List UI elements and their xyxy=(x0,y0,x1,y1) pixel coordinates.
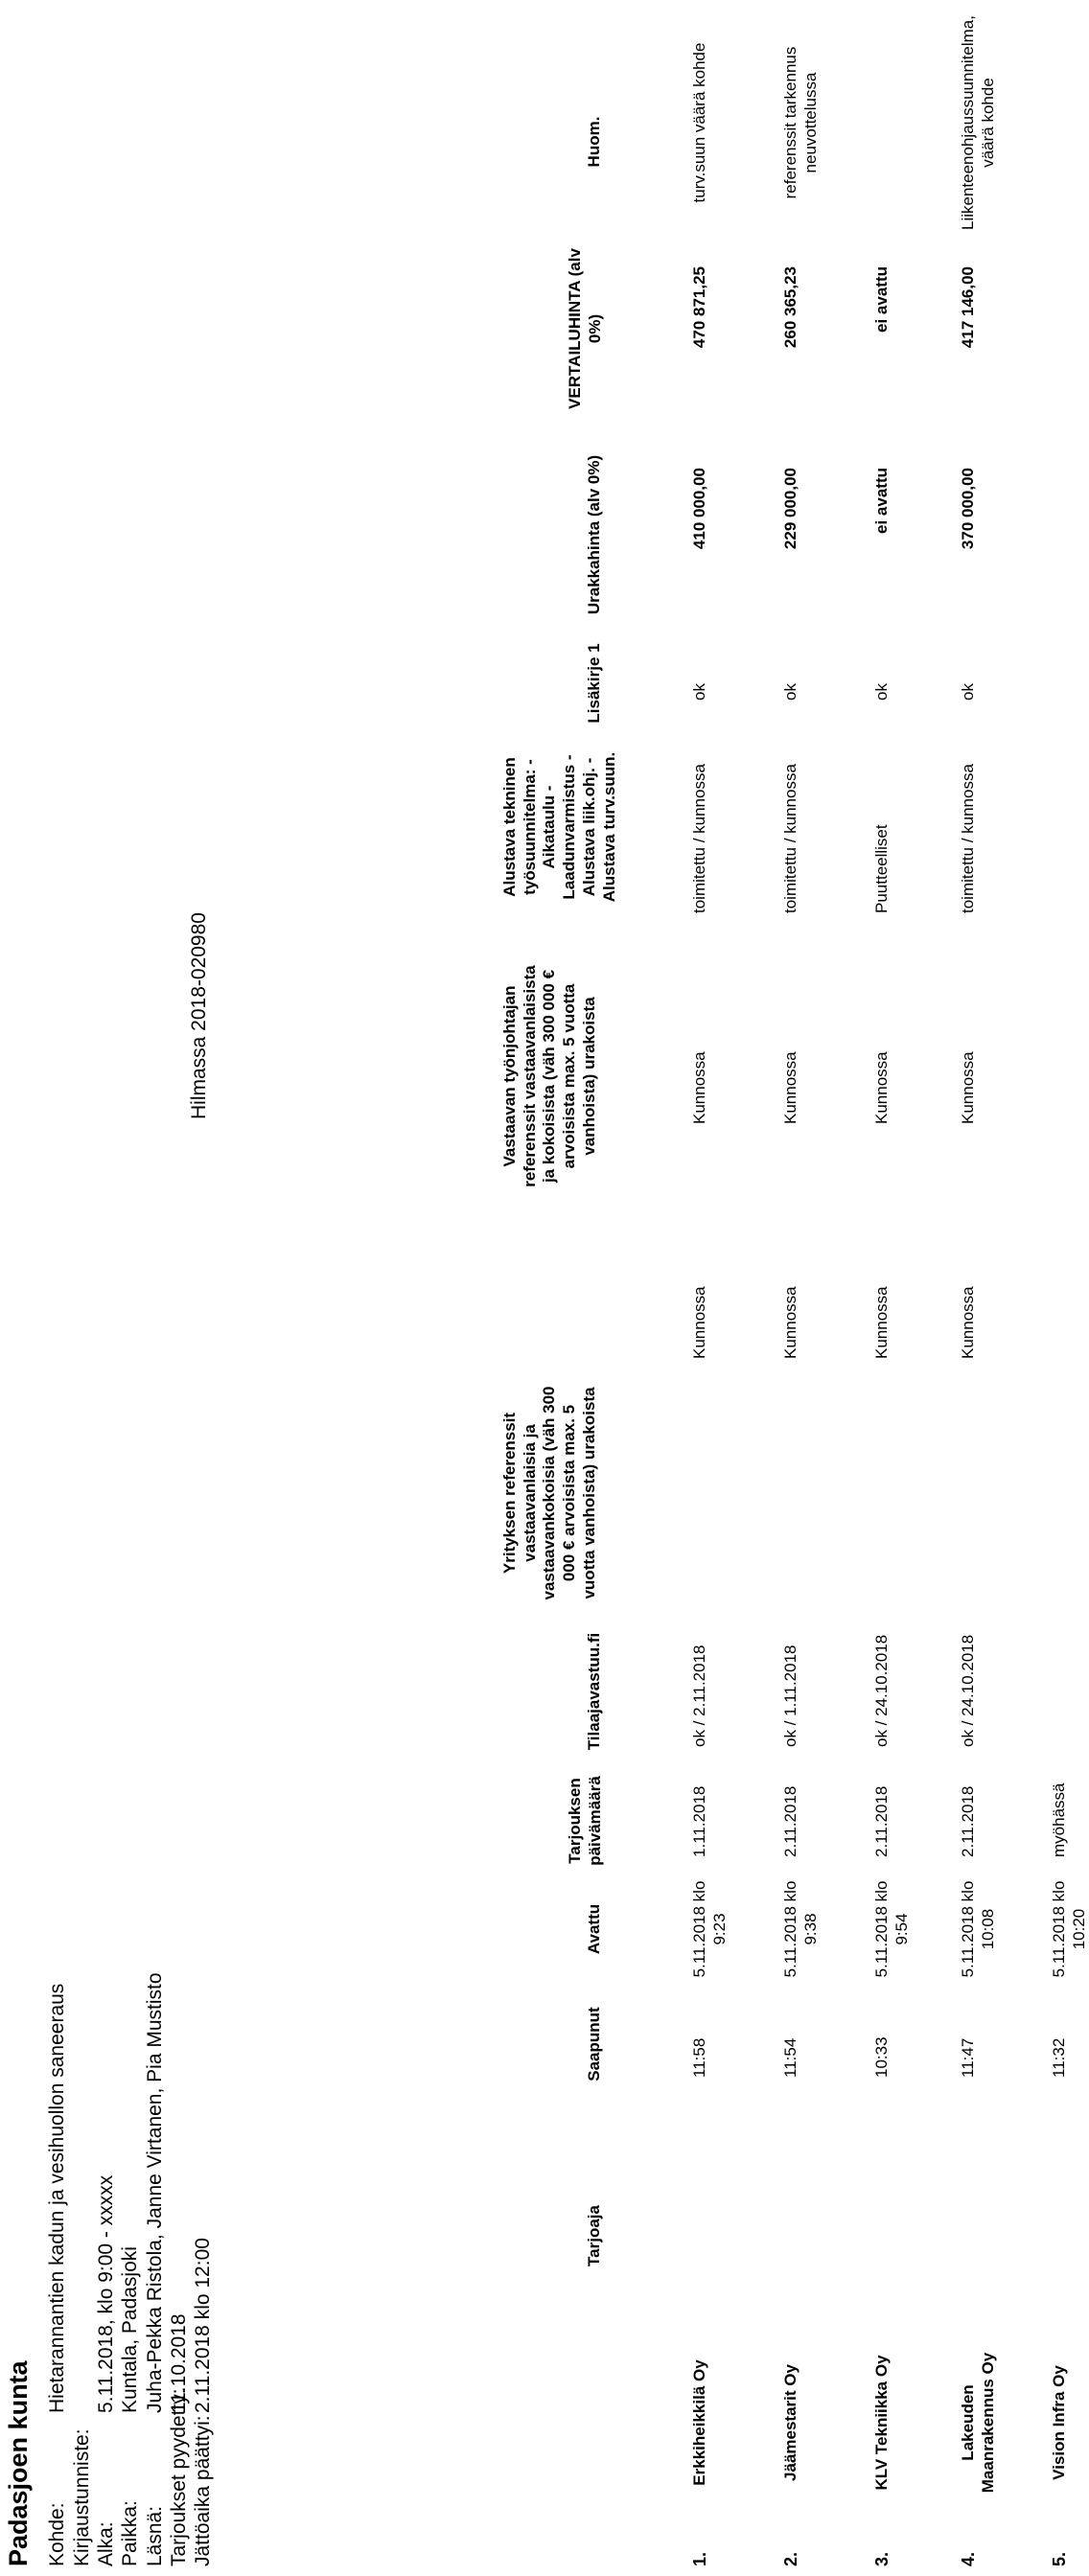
avattu-cell: 5.11.2018 klo 9:23 xyxy=(690,1880,729,1978)
vertailuhinta-cell: 260 365,23 xyxy=(781,266,799,349)
urakkahinta-cell: 229 000,00 xyxy=(781,468,799,550)
tyosuunnitelma-cell: toimitettu / kunnossa xyxy=(959,764,977,913)
huom-cell: turv.suun väärä kohde xyxy=(690,42,708,203)
header-tarjoaja: Tarjoaja xyxy=(585,2205,603,2266)
saapunut-cell: 10:33 xyxy=(872,2036,891,2078)
header-saapunut: Saapunut xyxy=(585,2007,603,2082)
avattu-cell: 5.11.2018 klo 10:20 xyxy=(1050,1880,1088,1978)
saapunut-cell: 11:32 xyxy=(1050,2037,1068,2078)
meta-label: Kohde: xyxy=(46,2502,68,2566)
meta-value: 11.10.2018 xyxy=(168,2313,190,2413)
page-title: Padasjoen kunta xyxy=(4,2360,33,2566)
header-tilaajavastuu: Tilaajavastuu.fi xyxy=(585,1632,603,1751)
urakkahinta-cell: ei avattu xyxy=(872,468,891,534)
tarjoaja-cell: Jäämestarit Oy xyxy=(781,2364,799,2481)
vertailuhinta-cell: 470 871,25 xyxy=(690,266,708,349)
pvm-cell: 2.11.2018 xyxy=(872,1785,891,1857)
row-number: 5. xyxy=(1050,2551,1069,2566)
header-lisakirje: Lisäkirje 1 xyxy=(585,643,603,724)
tyonjohtaja-ref-cell: Kunnossa xyxy=(781,1051,799,1124)
lisakirje-cell: ok xyxy=(959,683,977,701)
tarjoaja-cell: Erkkiheikkilä Oy xyxy=(690,2359,708,2486)
pvm-cell: 1.11.2018 xyxy=(690,1785,708,1857)
urakkahinta-cell: 410 000,00 xyxy=(690,468,708,550)
meta-value: Kuntala, Padasjoki xyxy=(119,2246,141,2413)
huom-cell: referenssit tarkennus neuvottelussa xyxy=(781,46,820,199)
meta-label: Alka: xyxy=(95,2521,117,2566)
meta-label: Kirjaustunniste: xyxy=(71,2428,93,2566)
header-tyosuunnitelma: Alustava tekninen työsuunnitelma: - Aikataulu - Laadunvarmistus - Alustava liik.ohj. - Alustava turv.suun. xyxy=(500,751,618,903)
tilaajavastuu-cell: ok / 24.10.2018 xyxy=(959,1634,977,1747)
saapunut-cell: 11:54 xyxy=(781,2037,799,2078)
urakkahinta-cell: 370 000,00 xyxy=(959,468,977,550)
tarjoaja-cell: Lakeuden Maanrakennus Oy xyxy=(959,2352,997,2494)
saapunut-cell: 11:47 xyxy=(959,2037,977,2078)
row-number: 1. xyxy=(690,2551,709,2566)
meta-label: Jättöaika päättyi: xyxy=(192,2415,214,2566)
hilmassa-reference: Hilmassa 2018-020980 xyxy=(188,912,210,1119)
tyonjohtaja-ref-cell: Kunnossa xyxy=(872,1051,891,1124)
header-tyonjohtaja-referenssit: Vastaavan työnjohtajan referenssit vastaavanlaisista ja kokoisista (väh 300 000 € arvoisista max. 5 vuotta vanhoista) urakoista xyxy=(500,965,598,1187)
tilaajavastuu-cell: ok / 2.11.2018 xyxy=(690,1644,708,1747)
yritys-ref-cell: Kunnossa xyxy=(872,1286,891,1359)
pvm-cell: 2.11.2018 xyxy=(781,1785,799,1857)
meta-value: Hietarannantien kadun ja vesihuollon saneeraus xyxy=(46,1983,68,2413)
row-number: 3. xyxy=(872,2551,892,2566)
tyosuunnitelma-cell: Puutteelliset xyxy=(872,824,891,913)
vertailuhinta-cell: 417 146,00 xyxy=(959,266,977,349)
tarjoaja-cell: KLV Tekniikka Oy xyxy=(872,2355,891,2491)
avattu-cell: 5.11.2018 klo 9:38 xyxy=(781,1880,820,1978)
header-pvm: Tarjouksen päivämäärä xyxy=(566,1776,604,1866)
row-number: 2. xyxy=(781,2551,800,2566)
huom-cell: Liikenteenohjaussuunnitelma, väärä kohde xyxy=(959,15,997,230)
tyonjohtaja-ref-cell: Kunnossa xyxy=(690,1051,708,1124)
tyonjohtaja-ref-cell: Kunnossa xyxy=(959,1051,977,1124)
row-number: 4. xyxy=(959,2551,978,2566)
header-yritys-referenssit: Yrityksen referenssit vastaavanlaisia ja vastaavankokoisia (väh 300 000 € arvoisista max. 5 vuotta vanhoista) urakoista xyxy=(500,1386,598,1600)
meta-value: 5.11.2018, klo 9:00 - xxxxx xyxy=(95,2174,117,2413)
meta-label: Läsnä: xyxy=(144,2505,166,2566)
meta-label: Tarjoukset pyydetty: xyxy=(168,2388,190,2566)
tyosuunnitelma-cell: toimitettu / kunnossa xyxy=(690,764,708,913)
tyosuunnitelma-cell: toimitettu / kunnossa xyxy=(781,764,799,913)
header-vertailuhinta: VERTAILUHINTA (alv 0%) xyxy=(566,248,604,409)
meta-value: Juha-Pekka Ristola, Janne Virtanen, Pia Mustisto xyxy=(144,1972,166,2413)
yritys-ref-cell: Kunnossa xyxy=(781,1286,799,1359)
lisakirje-cell: ok xyxy=(872,683,891,701)
pvm-cell: myöhässä xyxy=(1050,1782,1068,1857)
avattu-cell: 5.11.2018 klo 10:08 xyxy=(959,1880,997,1978)
meta-value: 2.11.2018 klo 12:00 xyxy=(192,2238,214,2413)
tilaajavastuu-cell: ok / 1.11.2018 xyxy=(781,1644,799,1747)
yritys-ref-cell: Kunnossa xyxy=(959,1286,977,1359)
lisakirje-cell: ok xyxy=(690,683,708,701)
header-urakkahinta: Urakkahinta (alv 0%) xyxy=(585,454,603,615)
pvm-cell: 2.11.2018 xyxy=(959,1785,977,1857)
yritys-ref-cell: Kunnossa xyxy=(690,1286,708,1359)
vertailuhinta-cell: ei avattu xyxy=(872,266,891,333)
header-huom: Huom. xyxy=(585,116,603,168)
avattu-cell: 5.11.2018 klo 9:54 xyxy=(872,1880,911,1978)
meta-label: Paikka: xyxy=(119,2500,141,2566)
tilaajavastuu-cell: ok / 24.10.2018 xyxy=(872,1634,891,1747)
lisakirje-cell: ok xyxy=(781,683,799,701)
header-avattu: Avattu xyxy=(585,1903,603,1955)
saapunut-cell: 11:58 xyxy=(690,2037,708,2078)
tarjoaja-cell: Vision Infra Oy xyxy=(1050,2365,1068,2480)
